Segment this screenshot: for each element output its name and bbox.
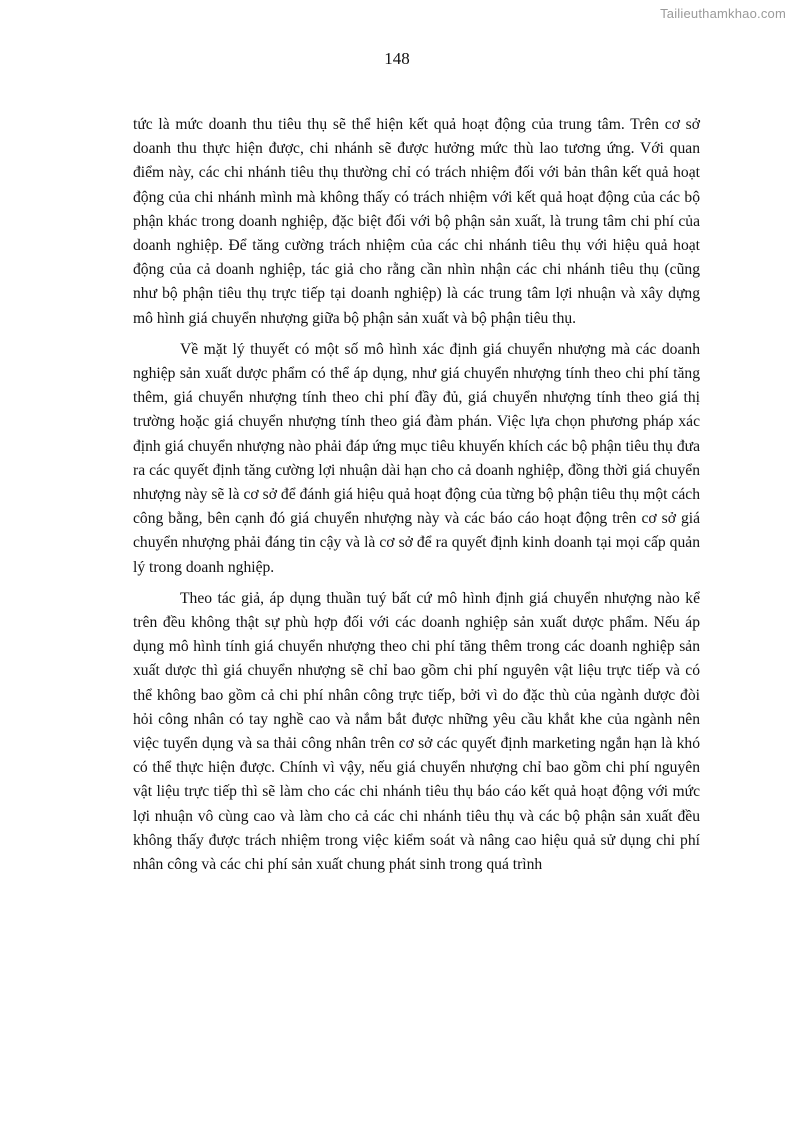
paragraph-3: Theo tác giả, áp dụng thuần tuý bất cứ mô hình định giá chuyển nhượng nào kể trên đều không thật sự phù hợp đối với các doanh nghiệp sản xuất dược phẩm. Nếu áp dụng mô hình tính giá chuyển nhượng theo chi phí tăng thêm trong các doanh nghiệp sản xuất dược thì giá chuyển nhượng sẽ chỉ bao gồm chi phí nguyên vật liệu trực tiếp và có thể không bao gồm cả chi phí nhân công trực tiếp, bởi vì do đặc thù của ngành dược đòi hỏi công nhân có tay nghề cao và nắm bắt được những yêu cầu khắt khe của ngành nên việc tuyển dụng và sa thải công nhân trên cơ sở các quyết định marketing ngắn hạn là khó có thể thực hiện được. Chính vì vậy, nếu giá chuyển nhượng chỉ bao gồm chi phí nguyên vật liệu trực tiếp thì sẽ làm cho các chi nhánh tiêu thụ báo cáo kết quả hoạt động với mức lợi nhuận vô cùng cao và làm cho cả các chi nhánh tiêu thụ và các bộ phận sản xuất đều không thấy được trách nhiệm trong việc kiểm soát và nâng cao hiệu quả sử dụng chi phí nhân công và các chi phí sản xuất chung phát sinh trong quá trình <box>133 589 700 874</box>
document-body <box>133 113 700 884</box>
page-number: 148 <box>384 49 410 68</box>
watermark-text: Tailieuthamkhao.com <box>660 6 786 21</box>
paragraph-1: tức là mức doanh thu tiêu thụ sẽ thể hiện kết quả hoạt động của trung tâm. Trên cơ sở doanh thu thực hiện được, chi nhánh sẽ được hưởng mức thù lao tương ứng. Với quan điểm này, các chi nhánh tiêu thụ thường chỉ có trách nhiệm đối với bản thân kết quả hoạt động của chi nhánh mình mà không thấy có trách nhiệm với kết quả hoạt động của các bộ phận khác trong doanh nghiệp, đặc biệt đối với bộ phận sản xuất, là trung tâm chi phí của doanh nghiệp. Để tăng cường trách nhiệm của các chi nhánh tiêu thụ với hiệu quả hoạt động của cả doanh nghiệp, tác giả cho rằng cần nhìn nhận các chi nhánh tiêu thụ (cũng như bộ phận tiêu thụ trực tiếp tại doanh nghiệp) là các trung tâm lợi nhuận và xây dựng mô hình giá chuyển nhượng giữa bộ phận sản xuất và bộ phận tiêu thụ. <box>133 116 700 327</box>
paragraph-2: Về mặt lý thuyết có một số mô hình xác định giá chuyển nhượng mà các doanh nghiệp sản xuất dược phẩm có thể áp dụng, như giá chuyển nhượng tính theo chi phí tăng thêm, giá chuyển nhượng tính theo chi phí đầy đủ, giá chuyển nhượng tính theo giá thị trường hoặc giá chuyển nhượng tính theo giá đàm phán. Việc lựa chọn phương pháp xác định giá chuyển nhượng nào phải đáp ứng mục tiêu khuyến khích các bộ phận tiêu thụ đưa ra các quyết định tăng cường lợi nhuận dài hạn cho cả doanh nghiệp, đồng thời giá chuyển nhượng này sẽ là cơ sở để đánh giá hiệu quả hoạt động của từng bộ phận tiêu thụ một cách công bằng, bên cạnh đó giá chuyển nhượng này và các báo cáo hoạt động trên cơ sở giá chuyển nhượng phải đáng tin cậy và là cơ sở để ra quyết định kinh doanh tại mọi cấp quản lý trong doanh nghiệp. <box>133 340 700 576</box>
